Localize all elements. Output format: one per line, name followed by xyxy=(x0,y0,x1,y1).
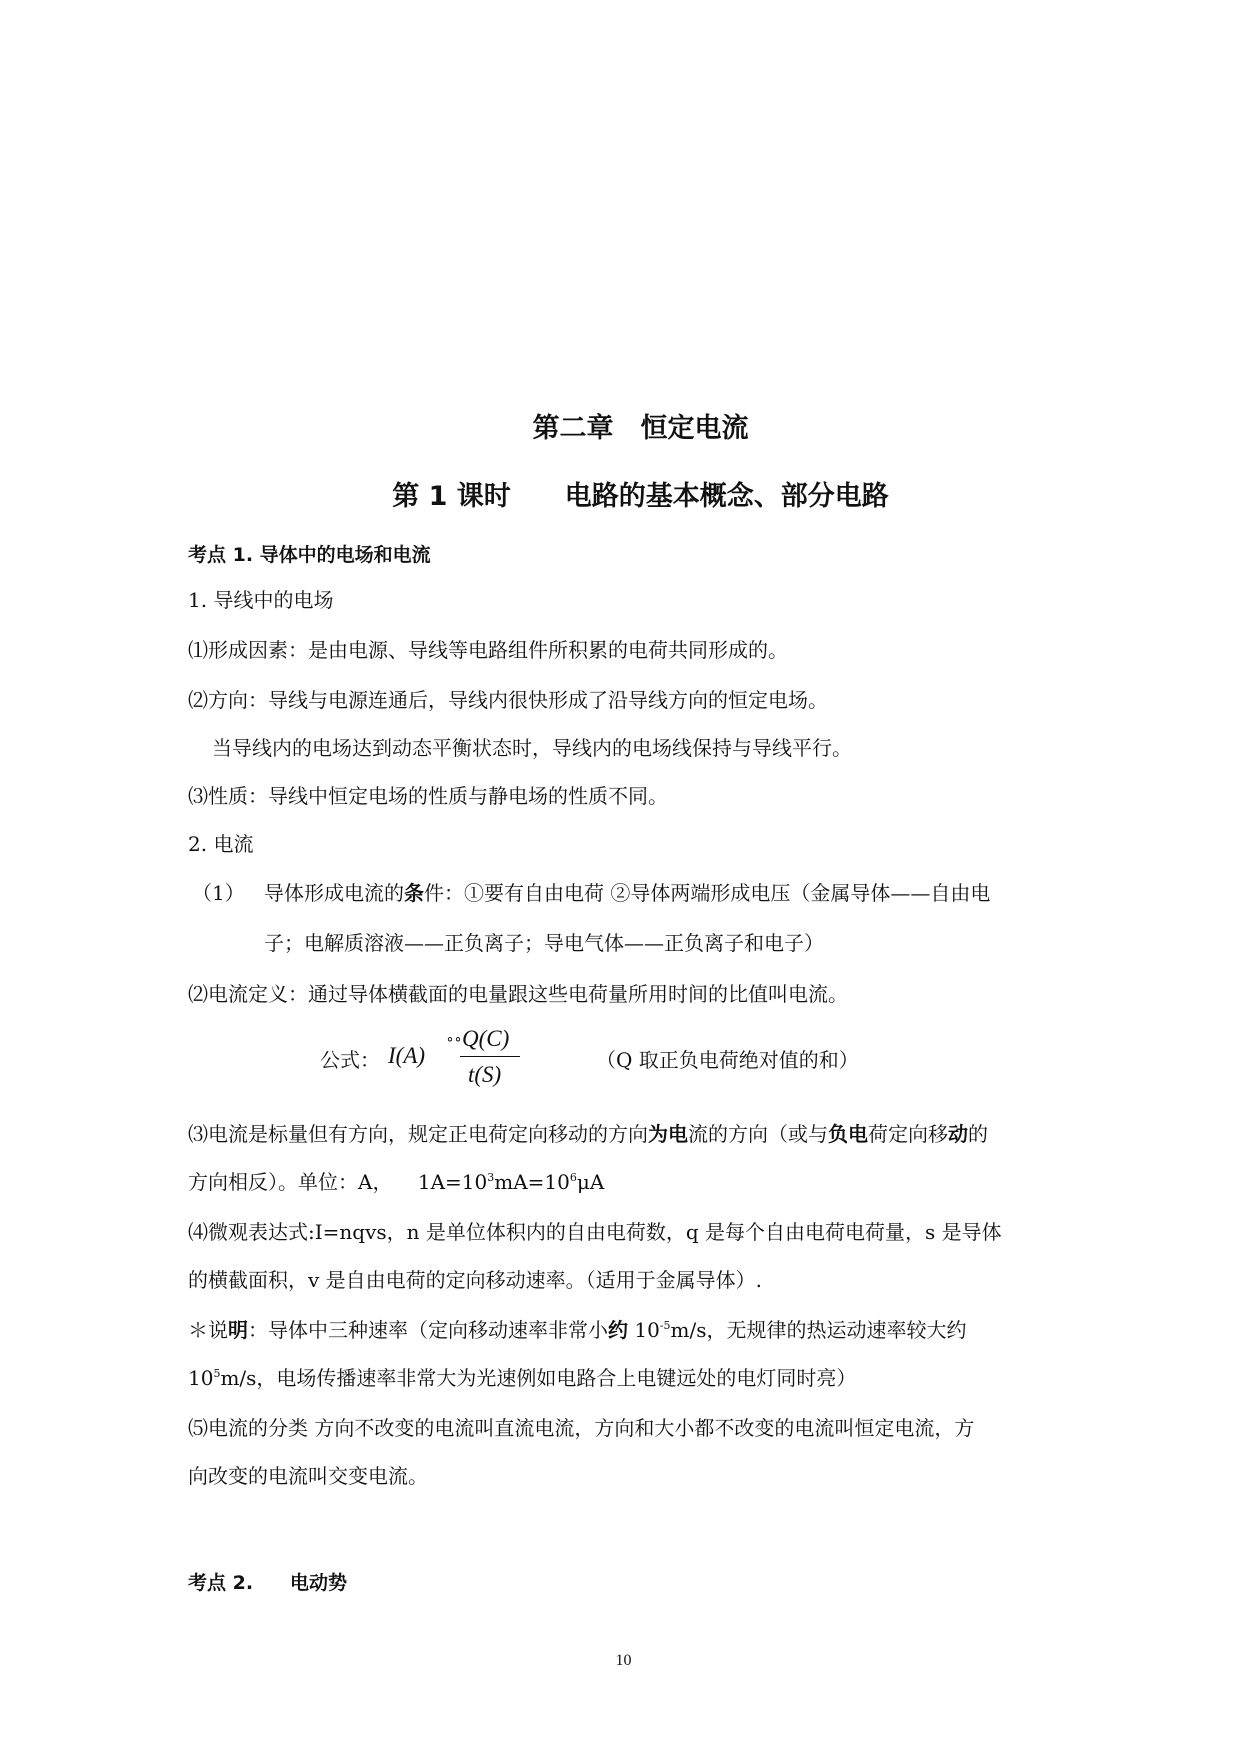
paragraph-unit xyxy=(188,1168,604,1196)
formula-lhs: I(A) xyxy=(388,1043,426,1068)
note-text-c: ：导体中三种速率（定向移动速率非常小 xyxy=(248,1318,608,1342)
note-text-g: 10 xyxy=(188,1366,214,1390)
paragraph-micro-expression: ⑷微观表达式:I=nqvs，n 是单位体积内的自由电荷数，q 是每个自由电荷电荷量，s 是导体 xyxy=(188,1220,1002,1244)
paragraph-note xyxy=(188,1316,967,1344)
paragraph-classification-cont: 向改变的电流叫交变电流。 xyxy=(188,1464,428,1488)
paragraph-direction-of-current xyxy=(188,1120,988,1148)
paragraph-property: ⑶性质：导线中恒定电场的性质与静电场的性质不同。 xyxy=(188,784,668,808)
section-2-heading-number: 考点 2. xyxy=(188,1572,254,1594)
condition-text-bold: 条 xyxy=(404,881,424,905)
unit-text-b: mA=10 xyxy=(494,1170,570,1194)
unit-sup-2: 6 xyxy=(569,1171,577,1184)
unit-text-c: μA xyxy=(576,1170,605,1194)
paragraph-definition: ⑵电流定义：通过导体横截面的电量跟这些电荷量所用时间的比值叫电流。 xyxy=(188,982,848,1006)
note-text-a: ＊说 xyxy=(188,1318,228,1342)
formula-note: （Q 取正负电荷绝对值的和） xyxy=(596,1048,859,1072)
paragraph-direction xyxy=(188,686,828,714)
condition-number: （1） xyxy=(192,881,245,905)
current-dir-c: 流的方向（或与 xyxy=(688,1122,828,1146)
unit-text-a: 方向相反）。单位：A， 1A=10 xyxy=(188,1170,488,1194)
note-text-f: m/s，无规律的热运动速率较大约 xyxy=(670,1318,967,1342)
paragraph-classification: ⑸电流的分类 方向不改变的电流叫直流电流，方向和大小都不改变的电流叫恒定电流，方 xyxy=(188,1416,975,1440)
direction-text-a: ⑵方向：导线与电源连通后 xyxy=(188,688,428,712)
section-2-heading-text: 电动势 xyxy=(290,1572,348,1594)
subheading-current: 2. 电流 xyxy=(188,832,254,856)
note-sup-2: 5 xyxy=(213,1367,221,1380)
formula-label: 公式： xyxy=(320,1048,380,1072)
note-sup-1: -5 xyxy=(659,1319,671,1332)
note-text-bold-2: 约 xyxy=(608,1318,628,1342)
direction-text-b: ，导线内很快形成了沿导线方向的恒定电场。 xyxy=(428,688,828,712)
current-dir-bold-1: 为电 xyxy=(648,1122,688,1146)
paragraph-equilibrium: 当导线内的电场达到动态平衡状态时，导线内的电场线保持与导线平行。 xyxy=(212,736,852,760)
page-number: 10 xyxy=(615,1652,632,1669)
paragraph-condition-cont: 子；电解质溶液——正负离子；导电气体——正负离子和电子） xyxy=(264,931,824,955)
chapter-title: 第二章 恒定电流 xyxy=(532,413,749,444)
section-1-heading: 考点 1. 导体中的电场和电流 xyxy=(188,544,431,566)
paragraph-note-cont xyxy=(188,1364,856,1392)
condition-text-a: 导体形成电流的 xyxy=(264,881,404,905)
current-dir-bold-2: 负电 xyxy=(828,1122,868,1146)
paragraph-condition xyxy=(264,879,990,907)
subheading-electric-field: 1. 导线中的电场 xyxy=(188,588,334,612)
formula-glyph: ˚˚ xyxy=(446,1036,462,1055)
paragraph-micro-expression-cont: 的横截面积，v 是自由电荷的定向移动速率。（适用于金属导体）. xyxy=(188,1268,763,1292)
formula-fraction-bar xyxy=(460,1056,520,1057)
condition-text-c: 件：①要有自由电荷 ②导体两端形成电压（金属导体——自由电 xyxy=(424,881,991,905)
note-text-h: m/s，电场传播速率非常大为光速例如电路合上电键远处的电灯同时亮） xyxy=(220,1366,857,1390)
current-dir-e: 荷定向移 xyxy=(868,1122,948,1146)
formula-denominator: t(S) xyxy=(468,1062,502,1087)
current-dir-bold-3: 动 xyxy=(948,1122,968,1146)
current-dir-a: ⑶电流是标量但有方向，规定正电荷定向移动的方向 xyxy=(188,1122,648,1146)
current-dir-g: 的 xyxy=(968,1122,988,1146)
note-text-e: 10 xyxy=(628,1318,660,1342)
formula-numerator: Q(C) xyxy=(462,1026,510,1051)
paragraph-formation: ⑴形成因素：是由电源、导线等电路组件所积累的电荷共同形成的。 xyxy=(188,638,788,662)
unit-sup-1: 3 xyxy=(487,1171,495,1184)
note-text-bold-1: 明 xyxy=(228,1318,248,1342)
lesson-title: 第 1 课时 电路的基本概念、部分电路 xyxy=(392,481,889,512)
